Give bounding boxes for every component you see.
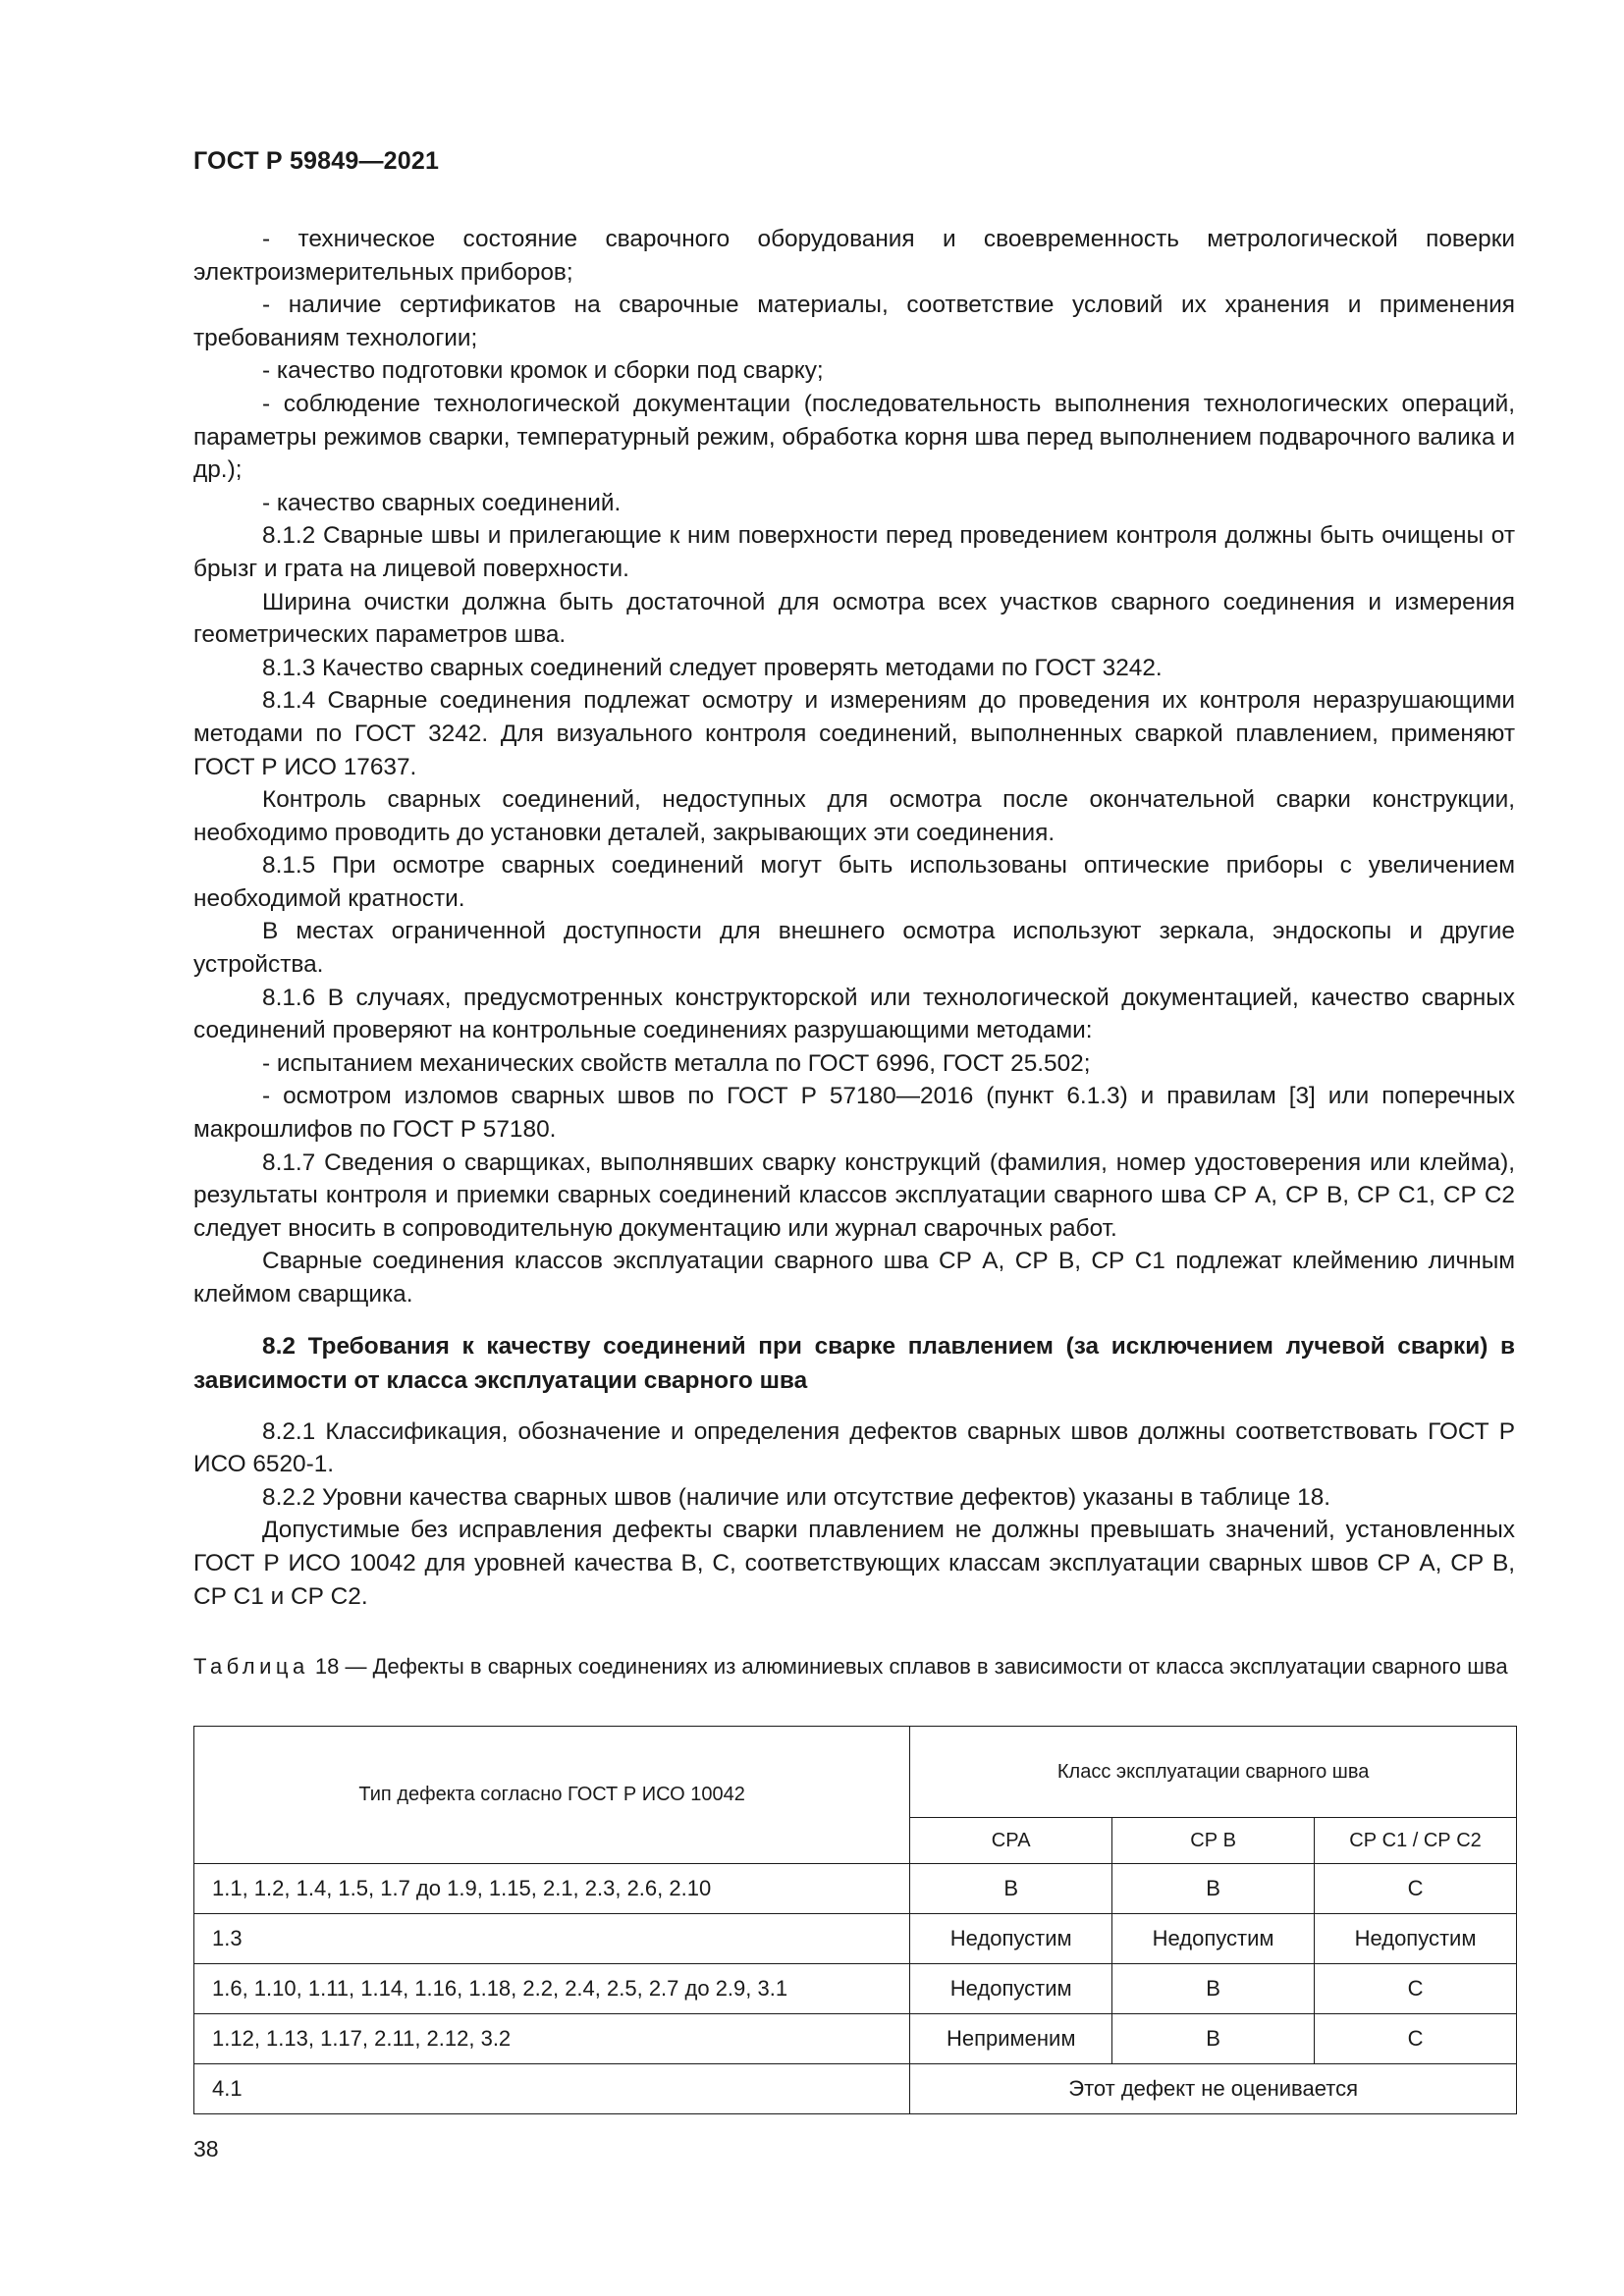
document-header: ГОСТ Р 59849—2021 xyxy=(193,147,440,175)
paragraph: 8.1.7 Сведения о сварщиках, выполнявших сварку конструкций (фамилия, номер удостоверения или клейма), результаты контроля и приемки сварных соединений классов эксплуатации сварного шва СР А, СР В, СР С1, СР С2 следует вносить в сопроводительную документацию или журнал сварочных работ. xyxy=(193,1148,1515,1242)
document-body xyxy=(193,223,1515,1613)
paragraph: Контроль сварных соединений, недоступных для осмотра после окончательной сварки конструкции, необходимо проводить до установки деталей, закрывающих эти соединения. xyxy=(193,786,1515,846)
value-cell: В xyxy=(910,1864,1112,1914)
value-cell: В xyxy=(1112,1964,1315,2014)
paragraph: В местах ограниченной доступности для внешнего осмотра используют зеркала, эндоскопы и другие устройства. xyxy=(193,918,1515,979)
table-row xyxy=(194,1914,1517,1964)
paragraph: - испытанием механических свойств металла по ГОСТ 6996, ГОСТ 25.502; xyxy=(262,1049,1091,1077)
paragraph: - качество сварных соединений. xyxy=(262,489,622,516)
paragraph: 8.2.2 Уровни качества сварных швов (наличие или отсутствие дефектов) указаны в таблице 18. xyxy=(262,1483,1331,1511)
header-col-cpc: СР С1 / СР С2 xyxy=(1315,1818,1517,1864)
page-number: 38 xyxy=(193,2136,219,2162)
paragraph: 8.1.2 Сварные швы и прилегающие к ним поверхности перед проведением контроля должны быть очищены от брызг и грата на лицевой поверхности. xyxy=(193,522,1515,582)
table-caption-text: 18 — Дефекты в сварных соединениях из алюминиевых сплавов в зависимости от класса эксплуатации сварного шва xyxy=(314,1654,1508,1679)
paragraph: Допустимые без исправления дефекты сварки плавлением не должны превышать значений, установленных ГОСТ Р ИСО 10042 для уровней качества В, С, соответствующих классам эксплуатации сварных швов СР А, СР В, СР С1 и СР С2. xyxy=(193,1517,1515,1610)
defect-type-cell: 1.12, 1.13, 1.17, 2.11, 2.12, 3.2 xyxy=(194,2014,910,2064)
table-caption xyxy=(193,1652,1515,1681)
paragraph: - наличие сертификатов на сварочные материалы, соответствие условий их хранения и применения требованиям технологии; xyxy=(193,292,1515,351)
table-row xyxy=(194,2064,1517,2114)
table-row xyxy=(194,2014,1517,2064)
header-col-cpa: СРА xyxy=(910,1818,1112,1864)
header-class: Класс эксплуатации сварного шва xyxy=(910,1727,1517,1818)
paragraph: - осмотром изломов сварных швов по ГОСТ Р 57180—2016 (пункт 6.1.3) и правилам [3] или поперечных макрошлифов по ГОСТ Р 57180. xyxy=(193,1083,1515,1144)
value-cell: В xyxy=(1112,1864,1315,1914)
value-cell: Недопустим xyxy=(1315,1914,1517,1964)
value-cell: В xyxy=(1112,2014,1315,2064)
paragraph: 8.1.4 Сварные соединения подлежат осмотру и измерениям до проведения их контроля неразрушающими методами по ГОСТ 3242. Для визуального контроля соединений, выполненных сваркой плавлением, применяют ГОСТ Р ИСО 17637. xyxy=(193,687,1515,780)
value-cell: Недопустим xyxy=(910,1964,1112,2014)
defect-type-cell: 4.1 xyxy=(194,2064,910,2114)
table-row xyxy=(194,1964,1517,2014)
value-cell: Недопустим xyxy=(1112,1914,1315,1964)
paragraph: - техническое состояние сварочного оборудования и своевременность метрологической поверки электроизмерительных приборов; xyxy=(193,226,1515,286)
paragraph: Ширина очистки должна быть достаточной для осмотра всех участков сварного соединения и измерения геометрических параметров шва. xyxy=(193,588,1515,649)
header-defect-type: Тип дефекта согласно ГОСТ Р ИСО 10042 xyxy=(194,1727,910,1864)
paragraph: - соблюдение технологической документации (последовательность выполнения технологических операций, параметры режимов сварки, температурный режим, обработка корня шва перед выполнением подварочного валика и др.); xyxy=(193,390,1515,484)
defects-table xyxy=(193,1726,1517,2114)
value-cell: С xyxy=(1315,2014,1517,2064)
header-col-cpb: СР В xyxy=(1112,1818,1315,1864)
paragraph: 8.1.6 В случаях, предусмотренных конструкторской или технологической документацией, качество сварных соединений проверяют на контрольные соединениях разрушающими методами: xyxy=(193,984,1515,1044)
section-title: 8.2 Требования к качеству соединений при сварке плавлением (за исключением лучевой сварки) в зависимости от класса эксплуатации сварного шва xyxy=(193,1332,1515,1394)
paragraph: 8.2.1 Классификация, обозначение и определения дефектов сварных швов должны соответствовать ГОСТ Р ИСО 6520-1. xyxy=(193,1417,1515,1478)
defect-type-cell: 1.6, 1.10, 1.11, 1.14, 1.16, 1.18, 2.2, 2.4, 2.5, 2.7 до 2.9, 3.1 xyxy=(194,1964,910,2014)
defect-type-cell: 1.3 xyxy=(194,1914,910,1964)
table-caption-word: Таблица xyxy=(193,1654,309,1679)
paragraph: - качество подготовки кромок и сборки под сварку; xyxy=(262,357,824,385)
paragraph: Сварные соединения классов эксплуатации сварного шва СР А, СР В, СР С1 подлежат клеймению личным клеймом сварщика. xyxy=(193,1248,1515,1308)
defect-type-cell: 1.1, 1.2, 1.4, 1.5, 1.7 до 1.9, 1.15, 2.1, 2.3, 2.6, 2.10 xyxy=(194,1864,910,1914)
paragraph: 8.1.3 Качество сварных соединений следует проверять методами по ГОСТ 3242. xyxy=(262,654,1163,681)
merged-value-cell: Этот дефект не оценивается xyxy=(910,2064,1517,2114)
paragraph: 8.1.5 При осмотре сварных соединений могут быть использованы оптические приборы с увеличением необходимой кратности. xyxy=(193,852,1515,912)
value-cell: С xyxy=(1315,1864,1517,1914)
value-cell: Неприменим xyxy=(910,2014,1112,2064)
value-cell: Недопустим xyxy=(910,1914,1112,1964)
table-row xyxy=(194,1864,1517,1914)
value-cell: С xyxy=(1315,1964,1517,2014)
